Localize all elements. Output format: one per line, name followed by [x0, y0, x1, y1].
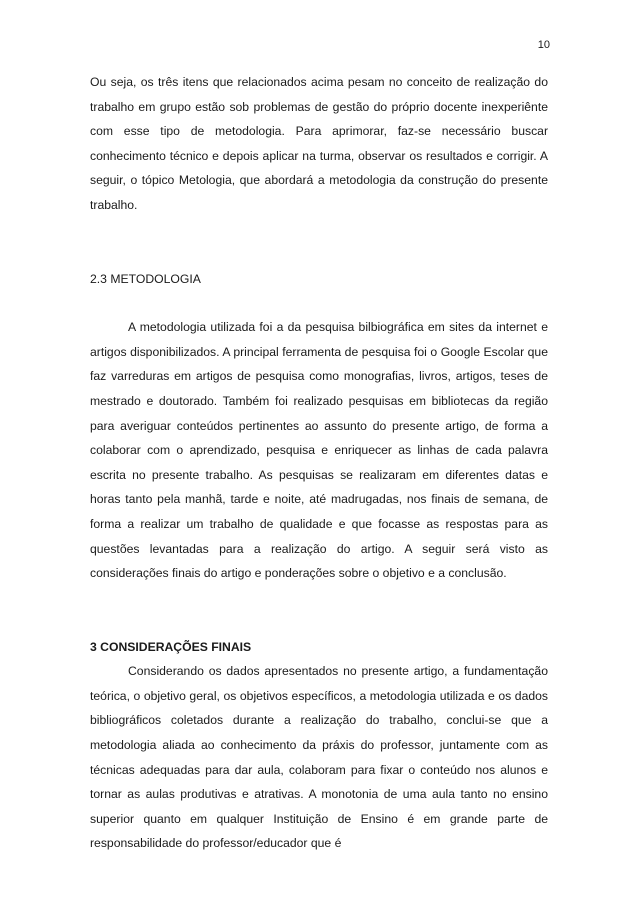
spacer [90, 218, 548, 267]
methodology-paragraph: A metodologia utilizada foi a da pesquisa bilbiográfica em sites da internet e artigos disponibilizados. A principal ferramenta de pesquisa foi o Google Escolar que faz varreduras em artigos de pesquisa como monografias, livros, artigos, teses de mestrado e doutorado. Também foi realizado pesquisas em bibliotecas da região para averiguar conteúdos pertinentes ao assunto do presente artigo, de forma a colaborar com o aprendizado, pesquisa e enriquecer as linhas de cada palavra escrita no presente trabalho. As pesquisas se realizaram em diferentes datas e horas tanto pela manhã, tarde e noite, até madrugadas, nos finais de semana, de forma a realizar um trabalho de qualidade e que focasse as respostas para as questões levantadas para a realização do artigo. A seguir será visto as considerações finais do artigo e ponderações sobre o objetivo e a conclusão. [90, 320, 548, 581]
spacer [90, 291, 548, 315]
conclusions-paragraph: Considerando os dados apresentados no presente artigo, a fundamentação teórica, o objetivo geral, os objetivos específicos, a metodologia utilizada e os dados bibliográficos coletados durante a realização do trabalho, conclui-se que a metodologia aliada ao conhecimento da práxis do professor, juntamente com as técnicas adequadas para dar aula, colaboram para fixar o conteúdo nos alunos e tornar as aulas produtivas e atrativas. A monotonia de uma aula tanto no ensino superior quanto em qualquer Instituição de Ensino é em grande parte de responsabilidade do professor/educador que é [90, 664, 548, 851]
intro-paragraph: Ou seja, os três itens que relacionados acima pesam no conceito de realização do trabalho em grupo estão sob problemas de gestão do próprio docente inexperiênte com esse tipo de metodologia. Para aprimorar, faz-se necessário buscar conhecimento técnico e depois aplicar na turma, observar os resultados e corrigir. A seguir, o tópico Metologia, que abordará a metodologia da construção do presente trabalho. [90, 75, 548, 212]
spacer [90, 586, 548, 635]
page-number: 10 [537, 39, 550, 51]
section-heading-methodology: 2.3 METODOLOGIA [90, 271, 201, 286]
document-body [90, 70, 548, 856]
section-heading-conclusions: 3 CONSIDERAÇÕES FINAIS [90, 639, 252, 654]
